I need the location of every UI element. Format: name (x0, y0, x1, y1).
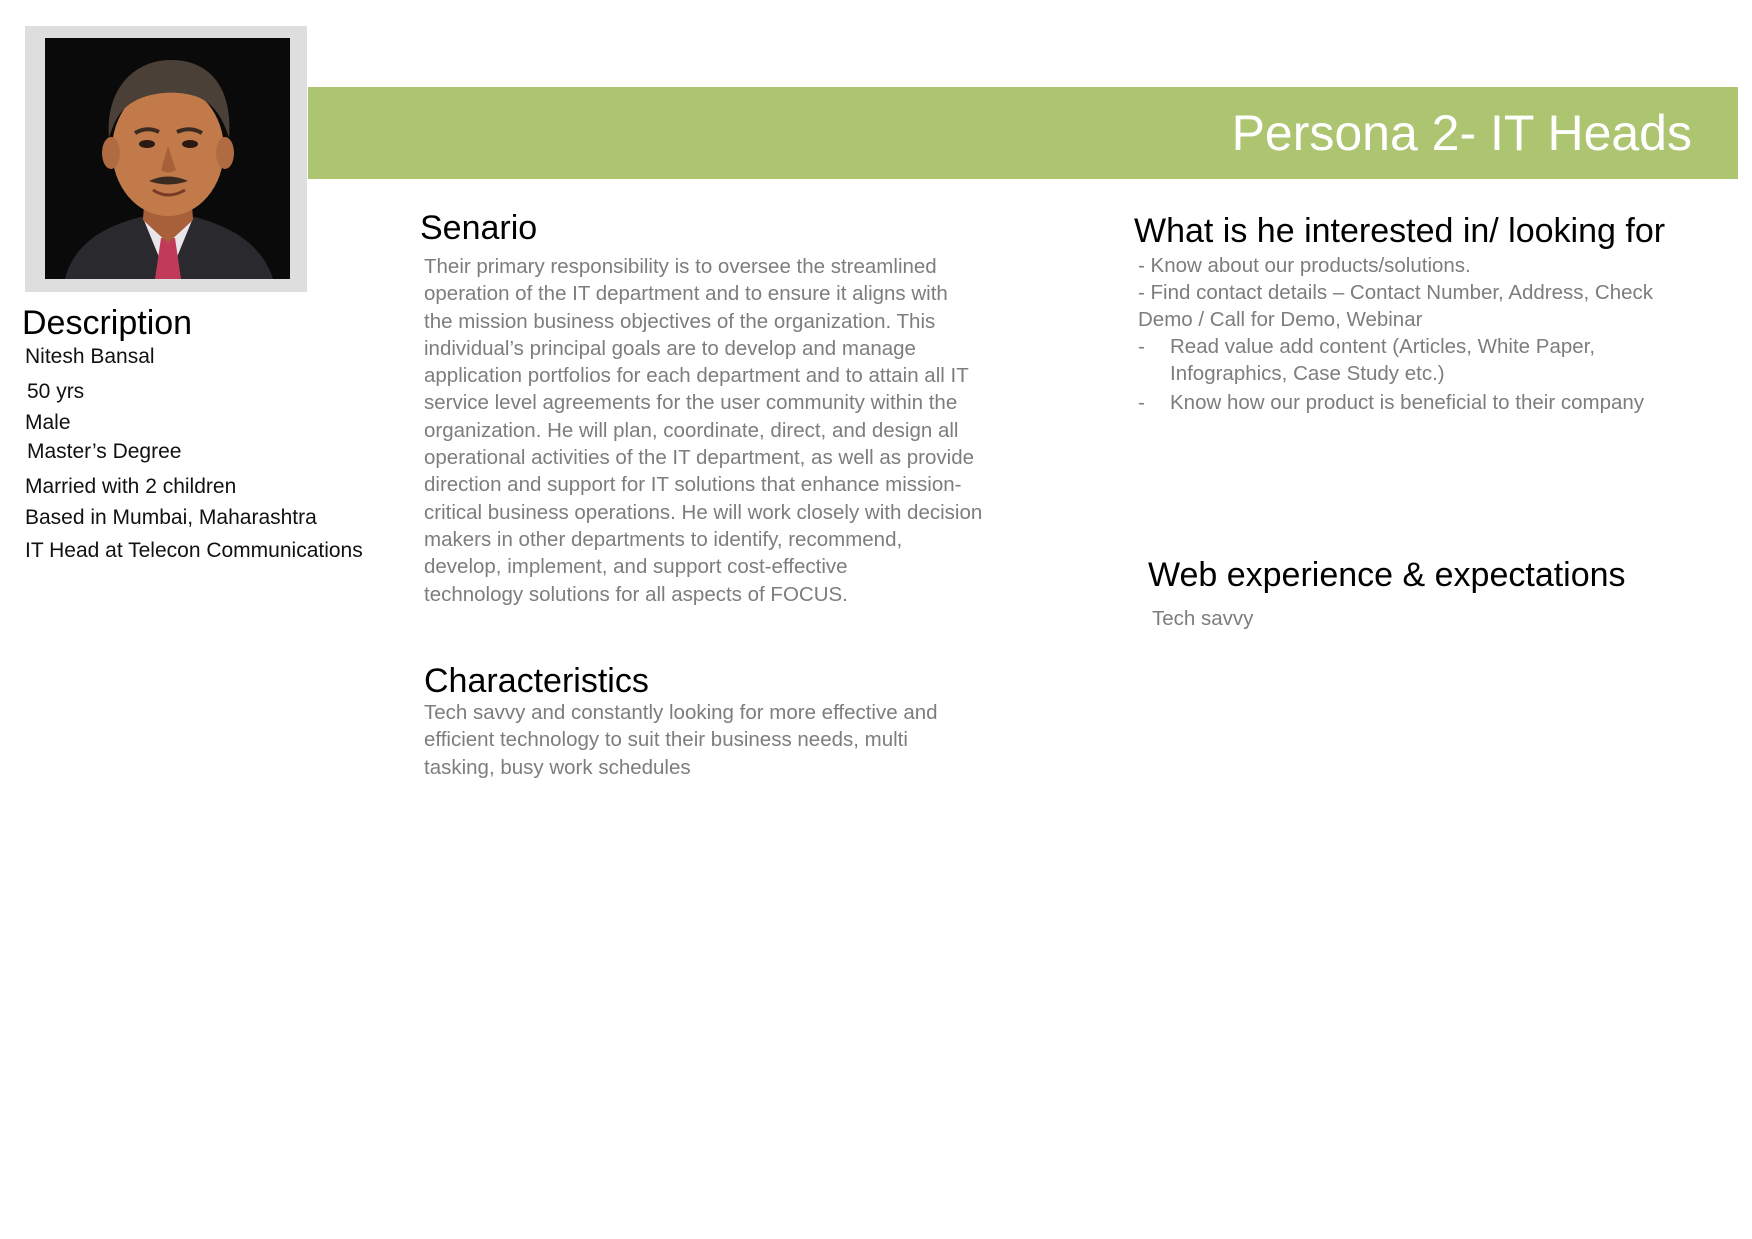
web-experience-heading: Web experience & expectations (1148, 556, 1626, 594)
scenario-line: operational activities of the IT department, as well as provide (424, 446, 974, 470)
interest-line: - Know about our products/solutions. (1138, 254, 1471, 277)
description-gender: Male (25, 411, 71, 434)
scenario-text (424, 253, 1024, 608)
scenario-line: develop, implement, and support cost-effective (424, 555, 848, 579)
scenario-line: application portfolios for each department and to attain all IT (424, 364, 969, 388)
interests-heading: What is he interested in/ looking for (1134, 212, 1666, 250)
interests-text (1138, 252, 1738, 422)
scenario-line: critical business operations. He will work closely with decision (424, 500, 983, 524)
scenario-line: the mission business objectives of the organization. This (424, 309, 936, 333)
characteristics-text (424, 699, 1024, 781)
interest-line: - Find contact details – Contact Number, Address, Check (1138, 281, 1654, 304)
description-age: 50 yrs (27, 380, 85, 403)
web-experience-text: Tech savvy (1152, 607, 1254, 630)
scenario-line: service level agreements for the user community within the (424, 391, 958, 415)
characteristics-heading: Characteristics (424, 662, 649, 700)
characteristics-line: tasking, busy work schedules (424, 755, 691, 779)
description-location: Based in Mumbai, Maharashtra (25, 506, 317, 529)
bullet-text: Know how our product is beneficial to their company (1170, 391, 1645, 414)
characteristics-line: Tech savvy and constantly looking for more effective and (424, 701, 938, 724)
interest-line: Infographics, Case Study etc.) (1170, 362, 1445, 385)
title-banner (308, 87, 1738, 179)
description-name: Nitesh Bansal (25, 345, 155, 368)
persona-photo-frame (25, 26, 307, 292)
scenario-line: Their primary responsibility is to oversee the streamlined (424, 255, 937, 278)
scenario-heading: Senario (420, 209, 538, 247)
bullet-dash: - (1138, 335, 1145, 358)
scenario-line: operation of the IT department and to ensure it aligns with (424, 282, 948, 306)
description-family: Married with 2 children (25, 475, 237, 498)
page-title: Persona 2- IT Heads (1231, 105, 1692, 161)
description-heading: Description (22, 304, 193, 342)
scenario-line: technology solutions for all aspects of FOCUS. (424, 582, 848, 606)
bullet-dash: - (1138, 391, 1145, 414)
scenario-line: makers in other departments to identify, recommend, (424, 527, 903, 551)
scenario-line: individual’s principal goals are to develop and manage (424, 336, 916, 360)
scenario-line: direction and support for IT solutions that enhance mission- (424, 473, 962, 497)
interest-line: Demo / Call for Demo, Webinar (1138, 308, 1423, 331)
bullet-text: Read value add content (Articles, White Paper, (1170, 335, 1596, 358)
portrait-illustration (45, 38, 290, 279)
characteristics-line: efficient technology to suit their business needs, multi (424, 728, 908, 752)
description-education: Master’s Degree (27, 440, 182, 463)
persona-photo (45, 38, 290, 279)
scenario-line: organization. He will plan, coordinate, direct, and design all (424, 418, 959, 442)
description-occupation: IT Head at Telecon Communications (25, 539, 363, 562)
